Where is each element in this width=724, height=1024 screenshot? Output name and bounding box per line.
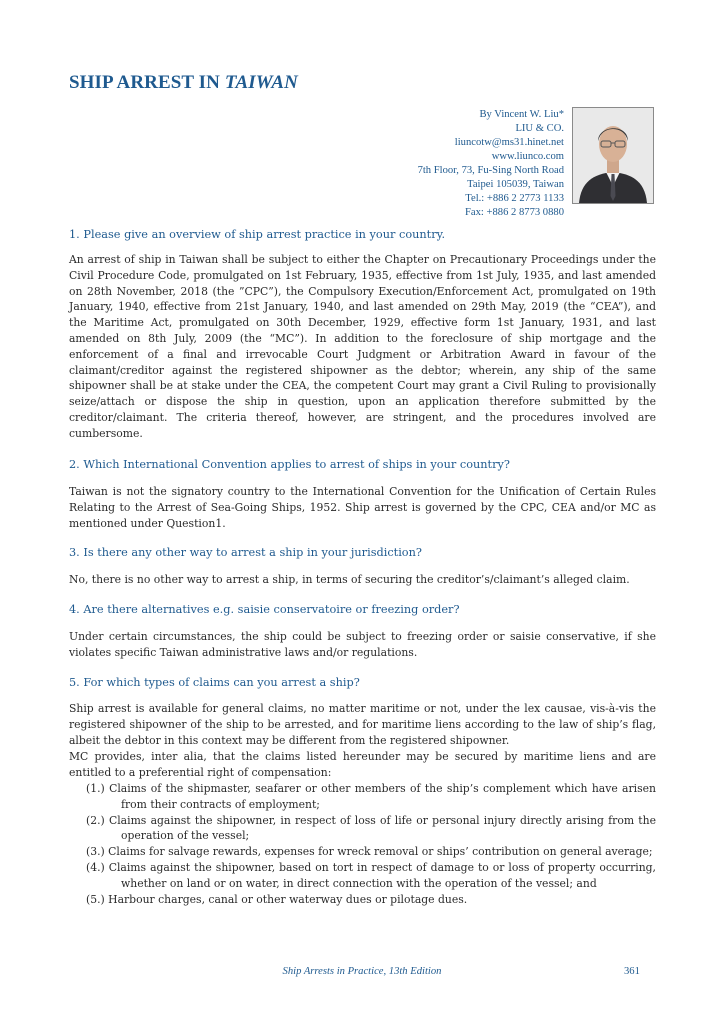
author-photo <box>572 107 654 204</box>
answer-4: Under certain circumstances, the ship could be subject to freezing order or saisie conservative, if she violates specific Taiwan administrative laws and/or regulations. <box>69 630 656 659</box>
answer-3: No, there is no other way to arrest a ship, in terms of securing the creditor’s/claimant’s alleged claim. <box>69 573 630 586</box>
author-name: By Vincent W. Liu* <box>479 109 564 120</box>
question-4: 4. Are there alternatives e.g. saisie conservatoire or freezing order? <box>69 603 460 616</box>
footer-publication-title: Ship Arrests in Practice, 13th Edition <box>282 966 442 977</box>
answer-2: Taiwan is not the signatory country to the International Convention for the Unification of Certain Rules Relating to the Arrest of Sea-Going Ships, 1952. Ship arrest is governed by the CPC, CEA and/or MC as mentioned under Question1. <box>69 485 656 530</box>
maritime-lien-claims-list <box>86 781 656 907</box>
question-2: 2. Which International Convention applies to arrest of ships in your country? <box>69 458 510 471</box>
list-item: (2.) Claims against the shipowner, in respect of loss of life or personal injury directly arising from the operation of the vessel; <box>86 813 656 843</box>
author-email[interactable]: liuncotw@ms31.hinet.net <box>454 137 564 148</box>
author-fax: Fax: +886 2 8773 0880 <box>465 207 564 218</box>
question-3: 3. Is there any other way to arrest a ship in your jurisdiction? <box>69 546 422 559</box>
author-portrait-icon <box>573 108 653 203</box>
page-title-country: TAIWAN <box>224 72 298 93</box>
answer-1: An arrest of ship in Taiwan shall be subject to either the Chapter on Precautionary Proceedings under the Civil Procedure Code, promulgated on 1st February, 1935, effective from 1st July, 1935, and last amended on 28th November, 2018 (the ”CPC”), the Compulsory Execution/Enforcement Act, promulgated on 19th January, 1940, effective from 21st January, 1940, and last amended on 29th May, 2019 (the “CEA”), and the Maritime Act, promulgated on 30th December, 1929, effective form 1st January, 1931, and last amended on 8th July, 2009 (the “MC”). In addition to the foreclosure of ship mortgage and the enforcement of a final and irrevocable Court Judgment or Arbitration Award in favour of the claimant/creditor against the registered shipowner as the debtor; wherein, any ship of the same shipowner shall be at stake under the CEA, the competent Court may grant a Civil Ruling to provisionally seize/attach or dispose the ship in question, upon an application therefore submitted by the creditor/claimant. The criteria thereof, however, are stringent, and the procedures involved are cumbersome. <box>69 253 656 440</box>
list-item: (4.) Claims against the shipowner, based on tort in respect of damage to or loss of property occurring, whether on land or on water, in direct connection with the operation of the vessel; and <box>86 860 656 890</box>
question-5: 5. For which types of claims can you arrest a ship? <box>69 676 360 689</box>
list-item: (3.) Claims for salvage rewards, expenses for wreck removal or ships’ contribution on general average; <box>86 845 653 859</box>
list-item: (1.) Claims of the shipmaster, seafarer or other members of the ship’s complement which have arisen from their contracts of employment; <box>86 782 656 811</box>
author-firm: LIU & CO. <box>515 123 564 134</box>
answer-5: Ship arrest is available for general claims, no matter maritime or not, under the lex causae, vis-à-vis the registered shipowner of the ship to be arrested, and for maritime liens according to the law of ship’s flag, albeit the debtor in this context may be different from the registered shipowner. <box>69 702 656 747</box>
page-title <box>69 72 298 94</box>
author-address-line-1: 7th Floor, 73, Fu-Sing North Road <box>417 165 564 176</box>
list-item: (5.) Harbour charges, canal or other waterway dues or pilotage dues. <box>86 892 468 906</box>
page-title-main: SHIP ARREST IN <box>69 72 225 93</box>
author-block <box>418 108 564 220</box>
author-website[interactable]: www.liunco.com <box>491 151 564 162</box>
author-address-line-2: Taipei 105039, Taiwan <box>467 179 564 190</box>
author-phone: Tel.: +886 2 2773 1133 <box>465 193 564 204</box>
answer-5-continued: MC provides, inter alia, that the claims listed hereunder may be secured by maritime liens and are entitled to a preferential right of compensation: <box>69 750 656 779</box>
footer-page-number: 361 <box>624 966 640 977</box>
question-1: 1. Please give an overview of ship arrest practice in your country. <box>69 228 446 241</box>
